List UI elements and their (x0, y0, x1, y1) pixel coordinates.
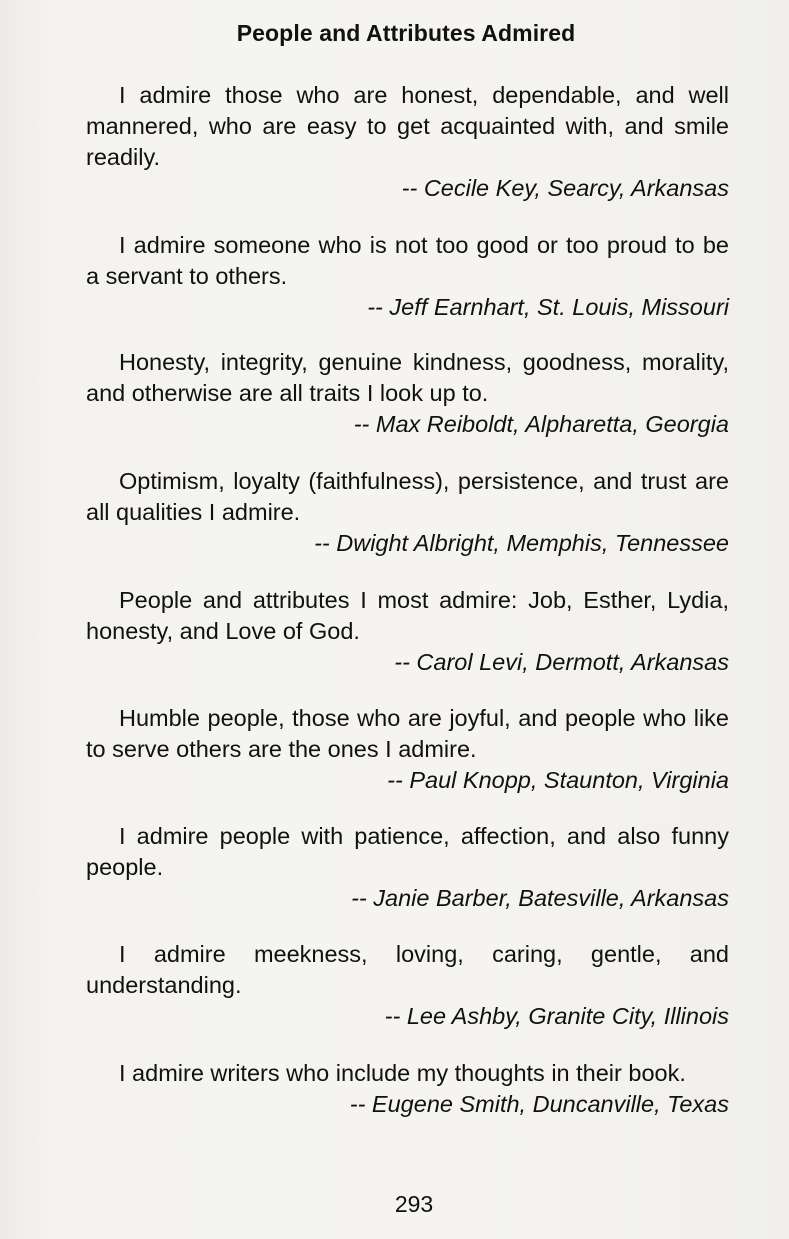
quote-block (86, 347, 729, 440)
quote-block (86, 703, 729, 796)
quote-attribution: -- Lee Ashby, Granite City, Illinois (384, 1003, 729, 1029)
quote-block (86, 230, 729, 323)
quote-text: I admire writers who include my thoughts in their book. (119, 1060, 686, 1086)
page-title: People and Attributes Admired (236, 20, 576, 46)
quote-block (86, 466, 729, 559)
quote-block (86, 1058, 729, 1120)
quote-block (86, 821, 729, 914)
quote-attribution: -- Paul Knopp, Staunton, Virginia (387, 767, 729, 793)
quote-text: I admire meekness, loving, caring, gentle, and understanding. (86, 941, 729, 998)
quote-text: I admire someone who is not too good or too proud to be a servant to others. (86, 232, 729, 289)
quote-text: Honesty, integrity, genuine kindness, goodness, morality, and otherwise are all traits I look up to. (86, 349, 729, 406)
quote-attribution: -- Max Reiboldt, Alpharetta, Georgia (353, 411, 729, 437)
quote-attribution: -- Eugene Smith, Duncanville, Texas (349, 1091, 729, 1117)
quote-text: Humble people, those who are joyful, and people who like to serve others are the ones I admire. (86, 705, 729, 762)
quote-text: I admire those who are honest, dependable, and well mannered, who are easy to get acquainted with, and smile readily. (86, 82, 729, 170)
quote-attribution: -- Dwight Albright, Memphis, Tennessee (314, 530, 729, 556)
quote-attribution: -- Janie Barber, Batesville, Arkansas (351, 885, 729, 911)
quote-attribution: -- Carol Levi, Dermott, Arkansas (394, 649, 729, 675)
quote-text: I admire people with patience, affection, and also funny people. (86, 823, 729, 880)
quote-text: People and attributes I most admire: Job, Esther, Lydia, honesty, and Love of God. (86, 587, 729, 644)
quote-block (86, 80, 729, 204)
quote-attribution: -- Jeff Earnhart, St. Louis, Missouri (367, 294, 729, 320)
quote-text: Optimism, loyalty (faithfulness), persistence, and trust are all qualities I admire. (86, 468, 729, 525)
quote-attribution: -- Cecile Key, Searcy, Arkansas (401, 175, 729, 201)
quote-block (86, 939, 729, 1032)
page-number: 293 (394, 1191, 434, 1217)
quote-block (86, 585, 729, 678)
